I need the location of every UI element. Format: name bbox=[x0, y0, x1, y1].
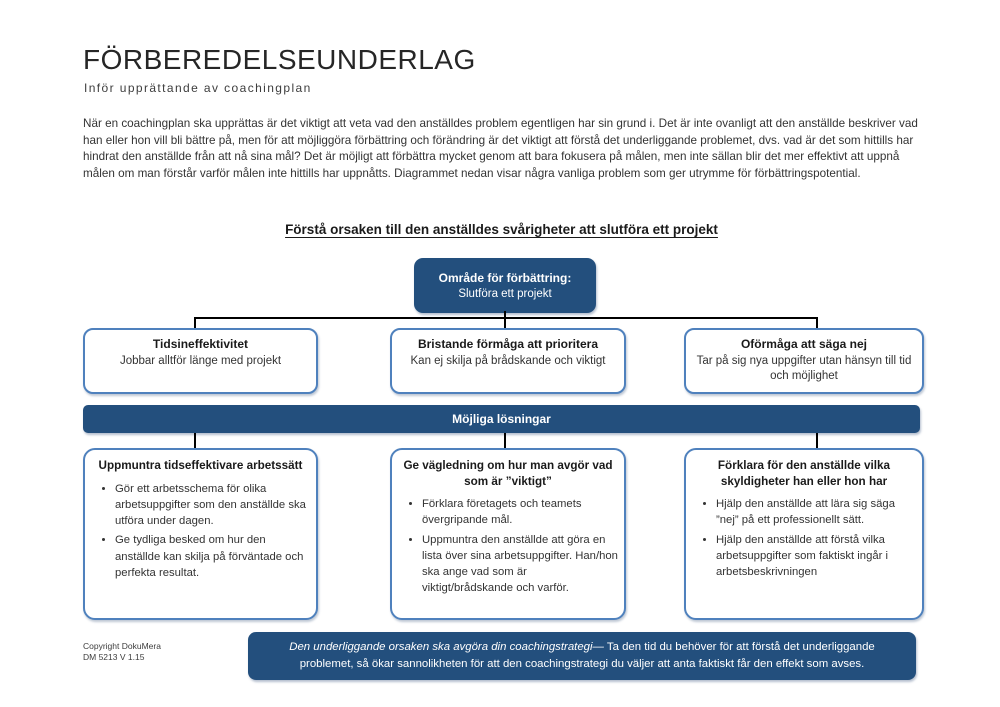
solution-title: Förklara för den anställde vilka skyldigheter han eller hon har bbox=[717, 459, 891, 488]
problem-title: Oförmåga att säga nej bbox=[740, 337, 868, 351]
footer-note-box bbox=[248, 632, 916, 680]
problem-desc: Jobbar alltför länge med projekt bbox=[119, 355, 282, 367]
problem-title: Bristande förmåga att prioritera bbox=[417, 337, 599, 351]
root-node-value: Slutföra ett projekt bbox=[458, 288, 552, 300]
solution-title: Uppmuntra tidseffektivare arbetssätt bbox=[98, 459, 303, 472]
intro-paragraph: När en coachingplan ska upprättas är det viktigt att veta vad den anställdes problem egentligen har sin grund i. Det är inte ovanligt att den anställde beskriver vad han eller hon vill bli bättre på, men för att möjliggöra förbättring och förändring är det viktigt att förstå det underliggande problemet, dvs. vad är det som hittills har hindrat den anställde från att nå sina mål? Det är möjligt att förbättra mycket genom att bara fokusera på målen, men inte sällan blir det mer effektivt att uppnå målen om man förstår varför målen inte hittills har uppnåtts. Diagrammet nedan visar några vanliga problem som ger utrymme för förbättringspotential. bbox=[83, 117, 918, 180]
footer-note-text bbox=[248, 639, 916, 673]
root-node-label: Område för förbättring: bbox=[438, 271, 572, 285]
solutions-bar: Möjliga lösningar bbox=[83, 405, 920, 433]
problem-box-prioritera bbox=[390, 328, 626, 394]
problem-title: Tidsineffektivitet bbox=[152, 337, 249, 351]
solution-bullet-list bbox=[115, 481, 310, 582]
copyright-version: DM 5213 V 1.15 bbox=[83, 651, 145, 662]
problem-box-saga-nej bbox=[684, 328, 924, 394]
solution-bullet: • Uppmuntra den anställde att göra en lista över sina arbetsuppgifter. Han/hon ska ange vad som är viktigt/brådskande och varför. bbox=[422, 532, 618, 597]
connector-line bbox=[504, 433, 506, 449]
connector-line bbox=[194, 433, 196, 449]
footer-note-italic: Den underliggande orsaken ska avgöra din coachingstrategi— bbox=[289, 641, 604, 653]
connector-line bbox=[194, 317, 818, 319]
solution-title: Ge vägledning om hur man avgör vad som är ”viktigt” bbox=[403, 459, 613, 488]
solution-bullet: • Ge tydliga besked om hur den anställde kan skilja på förväntade och perfekta resultat. bbox=[115, 532, 310, 581]
solution-bullet: • Gör ett arbetsschema för olika arbetsuppgifter som den anställde ska utföra under dagen. bbox=[115, 481, 310, 530]
solution-box-tidseffektivitet bbox=[83, 448, 318, 620]
diagram-heading: Förstå orsaken till den anställdes svårigheter att slutföra ett projekt bbox=[285, 222, 718, 237]
page-subtitle: Inför upprättande av coachingplan bbox=[84, 81, 312, 95]
solution-box-skyldigheter bbox=[684, 448, 924, 620]
solution-bullet: • Förklara företagets och teamets övergripande mål. bbox=[422, 496, 618, 529]
copyright-line: Copyright DokuMera bbox=[83, 641, 161, 651]
copyright bbox=[83, 641, 161, 662]
root-node bbox=[414, 258, 596, 313]
problem-desc: Kan ej skilja på brådskande och viktigt bbox=[410, 355, 606, 367]
connector-line bbox=[816, 433, 818, 449]
solution-bullet-list bbox=[422, 496, 618, 597]
solution-box-vagledning bbox=[390, 448, 626, 620]
solution-bullet: • Hjälp den anställde att lära sig säga ”nej” på ett professionellt sätt. bbox=[716, 496, 916, 529]
solution-bullet-list bbox=[716, 496, 916, 580]
problem-desc: Tar på sig nya uppgifter utan hänsyn till tid och möjlighet bbox=[696, 355, 912, 382]
problem-box-tidsineffektivitet bbox=[83, 328, 318, 394]
footer-note-rest: Ta den tid du behöver för att förstå det underliggande problemet, så ökar sannolikheten för att den coachingstrategi du väljer att anta faktiskt får den effekt som avses. bbox=[299, 641, 875, 670]
solution-bullet: • Hjälp den anställde att förstå vilka arbetsuppgifter som faktiskt ingår i arbetsbeskrivningen bbox=[716, 532, 916, 581]
page-title: FÖRBEREDELSEUNDERLAG bbox=[83, 44, 476, 75]
